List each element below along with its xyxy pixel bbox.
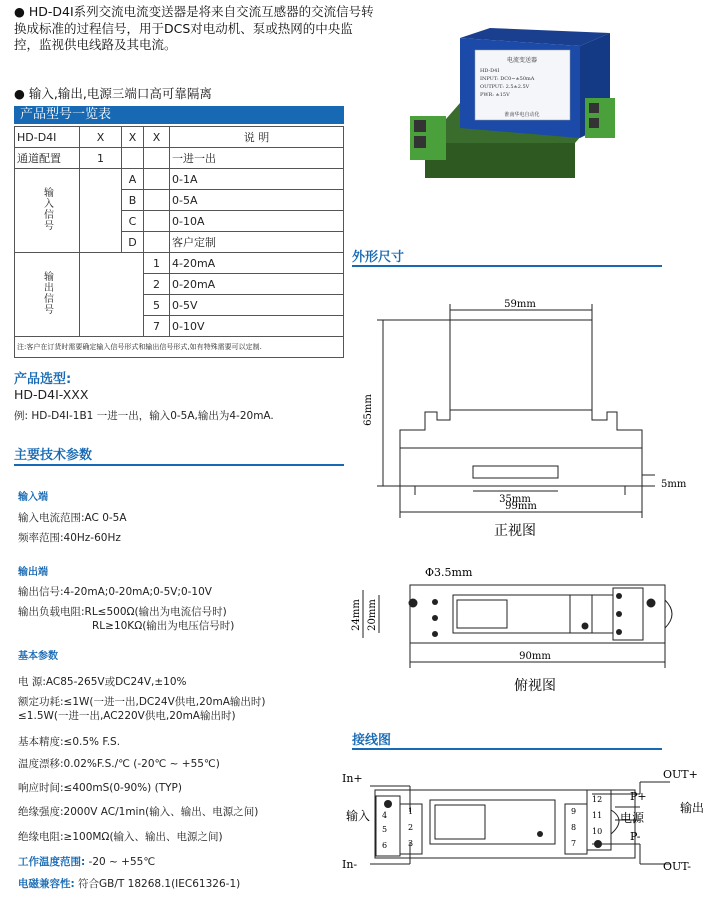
isolation-bullet: ● 输入,输出,电源三端口高可靠隔离: [14, 86, 212, 101]
term-12: 12: [592, 795, 603, 804]
dim-inner-width: 20mm: [367, 599, 378, 631]
channel-label: 通道配置: [15, 148, 80, 169]
photo-label-title: 电流变送器: [506, 57, 538, 64]
wiring-diagram: [340, 760, 720, 890]
intro-paragraph: ● HD-D4I系列交流电流变送器是将来自交流互感器的交流信号转换成标准的过程信号，用于DCS对电动机、泵或热网的中央监控，监视供电线路及其电流。: [14, 4, 374, 52]
spec-accuracy: 基本精度:≤0.5% F.S.: [18, 736, 121, 748]
input-desc-b: 0-5A: [170, 190, 344, 211]
spec-output-load-current: 输出负载电阻:RL≤500Ω(输出为电流信号时): [18, 606, 227, 618]
output-desc-7: 0-10V: [170, 316, 344, 337]
spec-temp-range-value: -20 ~ +55℃: [85, 856, 156, 868]
header-model: HD-D4I: [15, 127, 80, 148]
dimension-drawings: [351, 290, 695, 710]
output-desc-5: 0-5V: [170, 295, 344, 316]
input-desc-c: 0-10A: [170, 211, 344, 232]
input-code-a: A: [122, 169, 144, 190]
wire-input-label: 输入: [346, 809, 371, 823]
selection-example: 例: HD-D4I-1B1 一进一出，输入0-5A,输出为4-20mA.: [14, 410, 274, 422]
output-desc-1: 4-20mA: [170, 253, 344, 274]
input-code-c: C: [122, 211, 144, 232]
dim-width-mid: 35mm: [499, 494, 531, 505]
spec-emc-value: 符合GB/T 18268.1(IEC61326-1): [74, 878, 241, 890]
spec-response-time: 响应时间:≤400mS(0-90%) (TYP): [18, 782, 182, 794]
output-signal-label: 输出信号: [41, 271, 53, 315]
dim-length: 90mm: [519, 651, 551, 662]
output-code-2: 2: [144, 274, 170, 295]
channel-code: 1: [80, 148, 122, 169]
wire-p-minus: P-: [630, 830, 641, 843]
front-view-caption: 正视图: [494, 523, 536, 539]
term-7: 7: [571, 839, 577, 848]
photo-label-output: OUTPUT: 2.5±2.5V: [480, 84, 530, 90]
dim-width-top: 59mm: [504, 299, 536, 310]
channel-desc: 一进一出: [170, 148, 344, 169]
top-body: [410, 585, 665, 643]
input-code-d: D: [122, 232, 144, 253]
input-section-title: 输入端: [18, 492, 48, 503]
input-desc-a: 0-1A: [170, 169, 344, 190]
wire-in-minus: In-: [342, 858, 358, 871]
dim-foot: 5mm: [661, 479, 687, 490]
term-1: 1: [408, 807, 414, 816]
photo-label-maker: 淮南华电自动化: [504, 112, 540, 118]
photo-label-input: INPUT: DC0~±50mA: [480, 76, 535, 82]
term-10: 10: [592, 827, 603, 836]
output-code-7: 7: [144, 316, 170, 337]
dim-height: 65mm: [363, 394, 374, 426]
term-4: 4: [382, 811, 388, 820]
output-code-5: 5: [144, 295, 170, 316]
output-desc-2: 0-20mA: [170, 274, 344, 295]
wiring-title: 接线图: [352, 733, 392, 748]
spec-emc-label: 电磁兼容性:: [18, 878, 75, 890]
photo-label-model: HD-D4I: [480, 68, 500, 74]
wire-out-minus: OUT-: [663, 860, 691, 873]
spec-insulation-strength: 绝缘强度:2000V AC/1min(输入、输出、电源之间): [18, 806, 259, 818]
output-code-1: 1: [144, 253, 170, 274]
wire-output-label: 输出: [680, 801, 705, 815]
term-3: 3: [408, 839, 414, 848]
header-x1: X: [80, 127, 122, 148]
model-table: [14, 126, 344, 358]
basic-section-title: 基本参数: [18, 651, 58, 662]
selection-title: 产品选型:: [14, 372, 72, 387]
specs-rule: [14, 464, 344, 466]
term-11: 11: [592, 811, 603, 820]
dimensions-rule: [352, 265, 662, 267]
wire-in-plus: In+: [342, 772, 363, 785]
spec-power-consumption-ac: ≤1.5W(一进一出,AC220V供电,20mA输出时): [18, 710, 236, 722]
spec-insulation-resistance: 绝缘电阻:≥100MΩ(输入、输出、电源之间): [18, 831, 223, 843]
spec-power-consumption-dc: 额定功耗:≤1W(一进一出,DC24V供电,20mA输出时): [18, 696, 266, 708]
input-code-b: B: [122, 190, 144, 211]
model-table-title: 产品型号一览表: [14, 106, 344, 124]
dim-hole: Φ3.5mm: [425, 566, 473, 579]
term-6: 6: [382, 841, 388, 850]
wire-p-plus: P+: [630, 790, 647, 803]
wire-power-label: 电源: [620, 811, 645, 825]
header-x3: X: [144, 127, 170, 148]
front-base: [400, 448, 642, 486]
header-desc: 说 明: [170, 127, 344, 148]
term-8: 8: [571, 823, 577, 832]
front-body: [450, 320, 592, 410]
spec-temp-range-label: 工作温度范围:: [18, 856, 86, 868]
specs-title: 主要技术参数: [14, 448, 93, 463]
term-2: 2: [408, 823, 414, 832]
product-photo: [400, 28, 630, 198]
table-note: 注:客户在订货时需要确定输入信号形式和输出信号形式,如有特殊需要可以定制.: [15, 337, 344, 358]
selection-code: HD-D4I-XXX: [14, 387, 89, 402]
output-section-title: 输出端: [18, 567, 48, 578]
dimensions-title: 外形尺寸: [352, 250, 405, 265]
spec-output-signal: 输出信号:4-20mA;0-20mA;0-5V;0-10V: [18, 586, 212, 598]
spec-frequency: 频率范围:40Hz-60Hz: [18, 532, 121, 544]
term-5: 5: [382, 825, 388, 834]
term-9: 9: [571, 807, 577, 816]
wire-out-plus: OUT+: [663, 768, 698, 781]
spec-input-range: 输入电流范围:AC 0-5A: [18, 512, 127, 524]
spec-power: 电 源:AC85-265V或DC24V,±10%: [18, 676, 187, 688]
input-signal-label: 输入信号: [41, 187, 53, 231]
input-desc-d: 客户定制: [170, 232, 344, 253]
header-x2: X: [122, 127, 144, 148]
spec-temp-drift: 温度漂移:0.02%F.S./℃ (-20℃ ~ +55℃): [18, 758, 220, 770]
photo-label-power: PWR: ±15V: [480, 92, 510, 98]
dim-width-total: 99mm: [505, 501, 537, 512]
wiring-rule: [352, 748, 662, 750]
dim-outer-width: 24mm: [351, 599, 362, 631]
top-view-caption: 俯视图: [514, 678, 556, 694]
spec-output-load-voltage: RL≥10KΩ(输出为电压信号时): [92, 620, 235, 632]
